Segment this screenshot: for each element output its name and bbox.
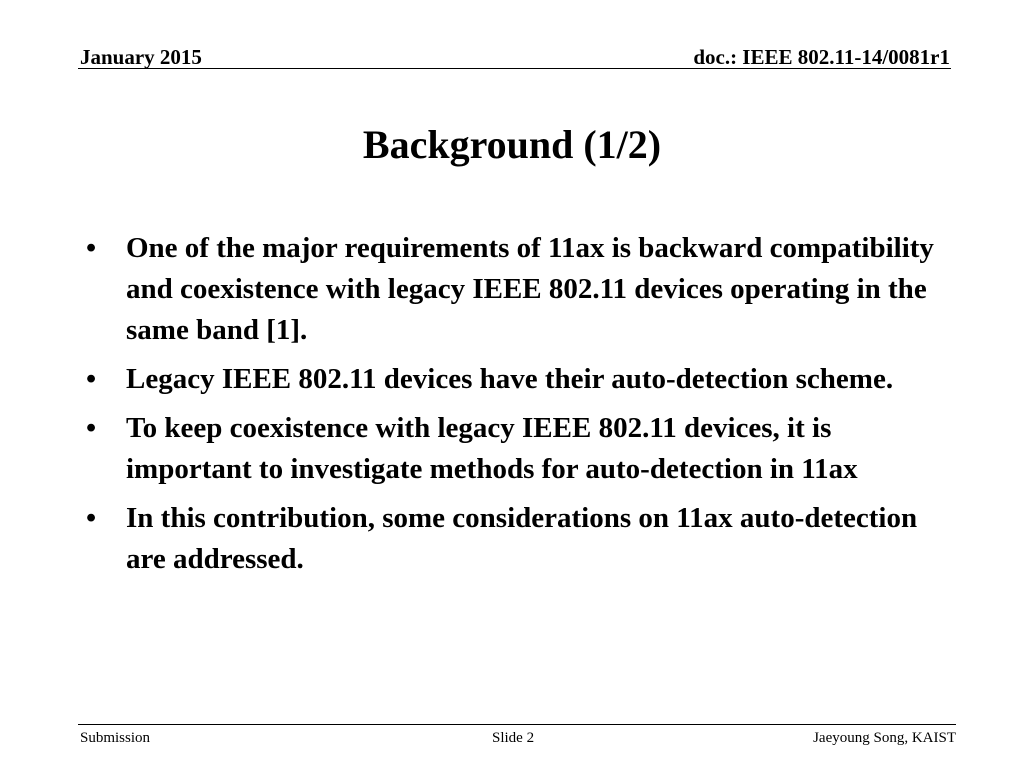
bullet-icon: • bbox=[86, 412, 97, 444]
header-doc-id: doc.: IEEE 802.11-14/0081r1 bbox=[693, 45, 950, 69]
bullet-item bbox=[86, 228, 946, 351]
bullet-list bbox=[86, 228, 946, 588]
bullet-item bbox=[86, 359, 946, 400]
slide-title: Background (1/2) bbox=[362, 122, 662, 167]
footer-slide-number: Slide 2 bbox=[492, 730, 535, 746]
header-divider bbox=[78, 68, 951, 69]
header-date: January 2015 bbox=[80, 45, 202, 69]
bullet-icon: • bbox=[86, 232, 97, 264]
footer-author: Jaeyoung Song, KAIST bbox=[813, 730, 956, 746]
bullet-text: To keep coexistence with legacy IEEE 802.11 devices, it is important to investigate methods for auto-detection in 11ax bbox=[126, 412, 858, 485]
bullet-text: In this contribution, some considerations on 11ax auto-detection are addressed. bbox=[126, 502, 918, 575]
bullet-text: One of the major requirements of 11ax is backward compatibility and coexistence with legacy IEEE 802.11 devices operating in the same band [1]. bbox=[126, 232, 934, 346]
bullet-item bbox=[86, 498, 946, 580]
footer-submission: Submission bbox=[80, 730, 151, 746]
bullet-text: Legacy IEEE 802.11 devices have their auto-detection scheme. bbox=[126, 363, 894, 395]
bullet-item bbox=[86, 408, 946, 490]
bullet-icon: • bbox=[86, 502, 97, 534]
footer-divider bbox=[78, 724, 956, 725]
bullet-icon: • bbox=[86, 363, 97, 395]
